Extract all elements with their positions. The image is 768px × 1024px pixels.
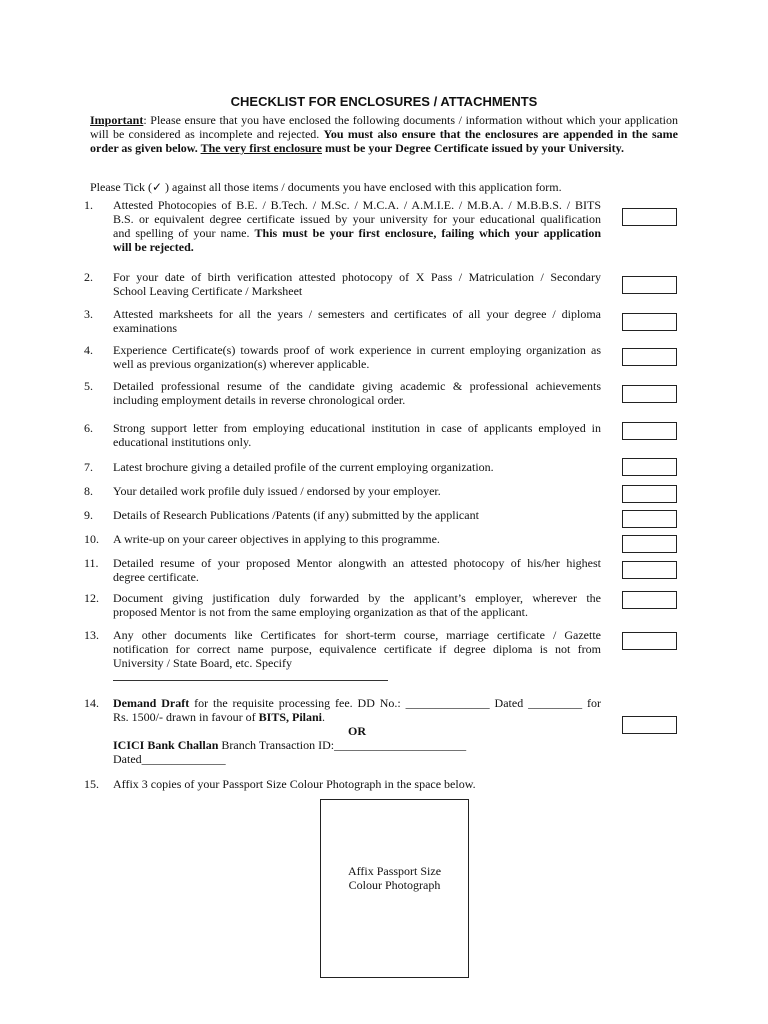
checkbox-item-13[interactable] bbox=[622, 632, 677, 650]
transaction-id-field: ID:______________________ bbox=[318, 738, 467, 752]
challan-word: Transaction bbox=[258, 738, 316, 752]
checkbox-item-6[interactable] bbox=[622, 422, 677, 440]
item-bold-text: will be rejected. bbox=[113, 240, 194, 254]
challan-word: Challan bbox=[177, 738, 219, 752]
checkbox-item-10[interactable] bbox=[622, 535, 677, 553]
item-number: 9. bbox=[84, 508, 93, 522]
item-text-line: B.S. or equivalent degree certificate issued by your university for your educational qualification bbox=[113, 212, 601, 226]
spread-word: etc. bbox=[235, 656, 253, 670]
checkbox-item-12[interactable] bbox=[622, 591, 677, 609]
item-text-line: Attested marksheets for all the years / semesters and certificates of all your degree / diploma bbox=[113, 307, 601, 321]
item-text-line: well as previous organization(s) wherever applicable. bbox=[113, 357, 370, 371]
spread-word: Board, bbox=[200, 656, 233, 670]
item-number: 5. bbox=[84, 379, 93, 393]
challan-word: ICICI bbox=[113, 738, 145, 752]
intro-paragraph bbox=[90, 113, 678, 155]
item-text-line: Detailed professional resume of the candidate giving academic & professional achievements bbox=[113, 379, 601, 393]
item-number: 13. bbox=[84, 628, 99, 642]
item-text-line: Document giving justification duly forwarded by the applicant’s employer, wherever the bbox=[113, 591, 601, 605]
checkbox-item-1[interactable] bbox=[622, 208, 677, 226]
intro-bold-1: You must also ensure that the enclosures are appended in the same order as given below. bbox=[90, 127, 678, 155]
item-number: 2. bbox=[84, 270, 93, 284]
spread-word: Specify bbox=[255, 656, 292, 670]
item-number: 1. bbox=[84, 198, 93, 212]
item-text-line: examinations bbox=[113, 321, 177, 335]
page-title: CHECKLIST FOR ENCLOSURES / ATTACHMENTS bbox=[230, 94, 538, 109]
item-text-line: Details of Research Publications /Patents (if any) submitted by the applicant bbox=[113, 508, 479, 522]
item-text-line: Any other documents like Certificates for short-term course, marriage certificate / Gazette bbox=[113, 628, 601, 642]
photo-box bbox=[320, 799, 469, 978]
intro-underline: The very first enclosure bbox=[200, 141, 322, 155]
challan-word: Branch bbox=[221, 738, 257, 752]
amount-text: Rs. 1500/- drawn in favour of bbox=[113, 710, 259, 724]
item-number: 3. bbox=[84, 307, 93, 321]
intro-text-1: : Please ensure that you have enclosed the following documents / information without which your application will be considered as incomplete and rejected. bbox=[90, 113, 678, 141]
amount-text-end: . bbox=[322, 710, 325, 724]
spread-word: / bbox=[166, 656, 171, 670]
item-number: 7. bbox=[84, 460, 93, 474]
item-text-line: School Leaving Certificate / Marksheet bbox=[113, 284, 303, 298]
item-text-line: proposed Mentor is not from the same employing organization as that of the applicant. bbox=[113, 605, 529, 619]
item-number: 11. bbox=[84, 556, 99, 570]
dated-field: Dated______________ bbox=[113, 752, 226, 766]
item-text-line: Latest brochure giving a detailed profile of the current employing organization. bbox=[113, 460, 494, 474]
item-text-line: Affix 3 copies of your Passport Size Colour Photograph in the space below. bbox=[113, 777, 476, 791]
item-text-line: For your date of birth verification attested photocopy of X Pass / Matriculation / Secondary bbox=[113, 270, 601, 284]
item-text-line: Experience Certificate(s) towards proof of work experience in current employing organization as bbox=[113, 343, 601, 357]
item-text-line: Detailed resume of your proposed Mentor alongwith an attested photocopy of his/her highest bbox=[113, 556, 601, 570]
payee-name: BITS, Pilani bbox=[258, 710, 322, 724]
or-label: OR bbox=[348, 724, 366, 738]
challan-word: Bank bbox=[147, 738, 175, 752]
important-label: Important bbox=[90, 113, 144, 127]
checkbox-item-5[interactable] bbox=[622, 385, 677, 403]
demand-draft-label: Demand Draft bbox=[113, 696, 190, 710]
checkbox-item-14[interactable] bbox=[622, 716, 677, 734]
item-number: 12. bbox=[84, 591, 99, 605]
item-number: 6. bbox=[84, 421, 93, 435]
photo-label-line-1: Affix Passport Size bbox=[347, 864, 442, 878]
item-text-line: A write-up on your career objectives in applying to this programme. bbox=[113, 532, 440, 546]
item-number: 10. bbox=[84, 532, 99, 546]
photo-label-line-2: Colour Photograph bbox=[348, 878, 441, 892]
item-bold-text: This must be your first enclosure, failing which your application bbox=[254, 226, 601, 240]
demand-draft-text: for the requisite processing fee. DD No.: ______________ Dated _________ for bbox=[189, 696, 601, 710]
item-text-line: including employment details in reverse chronological order. bbox=[113, 393, 406, 407]
checkbox-item-11[interactable] bbox=[622, 561, 677, 579]
intro-bold-2: must be your Degree Certificate issued by your University. bbox=[321, 141, 624, 155]
item-number: 8. bbox=[84, 484, 93, 498]
spread-word: State bbox=[173, 656, 198, 670]
item-text-line: degree certificate. bbox=[113, 570, 199, 584]
specify-input-line[interactable] bbox=[113, 670, 388, 681]
item-text-line: notification for correct name purpose, equivalence certificate if degree diploma is not from bbox=[113, 642, 601, 656]
checkbox-item-7[interactable] bbox=[622, 458, 677, 476]
item-text-line: Strong support letter from employing educational institution in case of applicants employed in bbox=[113, 421, 601, 435]
checkbox-item-4[interactable] bbox=[622, 348, 677, 366]
tick-instruction: Please Tick (✓ ) against all those items / documents you have enclosed with this application form. bbox=[90, 180, 562, 194]
item-number: 15. bbox=[84, 777, 99, 791]
item-text-line: Your detailed work profile duly issued / endorsed by your employer. bbox=[113, 484, 441, 498]
checkbox-item-3[interactable] bbox=[622, 313, 677, 331]
item-number: 14. bbox=[84, 696, 99, 710]
item-number: 4. bbox=[84, 343, 93, 357]
checkbox-item-2[interactable] bbox=[622, 276, 677, 294]
item-text-line: and spelling of your name. bbox=[113, 226, 255, 240]
item-text-line: educational institutions only. bbox=[113, 435, 252, 449]
checkbox-item-9[interactable] bbox=[622, 510, 677, 528]
item-text-line: Attested Photocopies of B.E. / B.Tech. / M.Sc. / M.C.A. / A.M.I.E. / M.B.A. / M.B.B.S. / BITS bbox=[113, 198, 601, 212]
spread-word: University bbox=[113, 656, 164, 670]
checkbox-item-8[interactable] bbox=[622, 485, 677, 503]
